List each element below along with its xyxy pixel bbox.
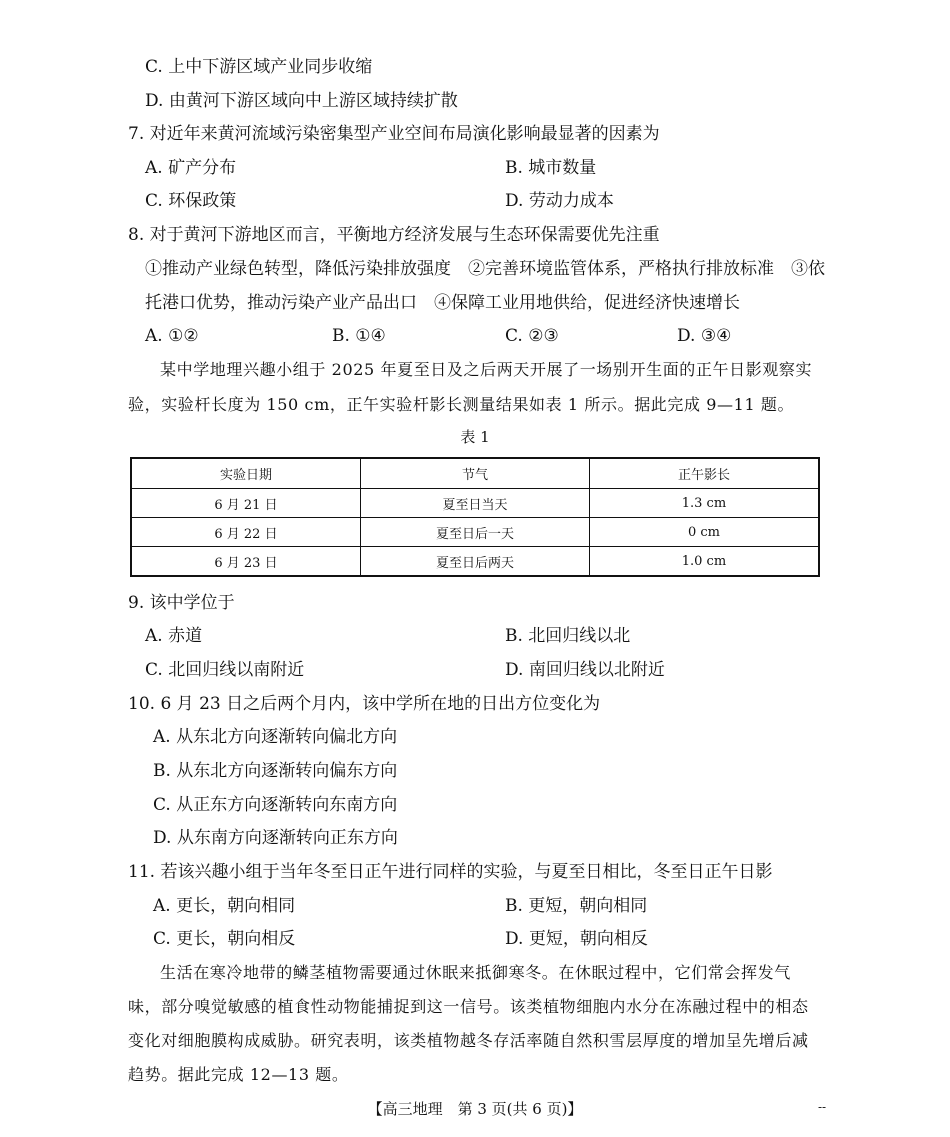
table-row (131, 518, 819, 547)
table-cell: 夏至日当天 (360, 489, 589, 518)
q11-option-c: C. 更长，朝向相反 (153, 929, 296, 949)
passage1-line1: 某中学地理兴趣小组于 2025 年夏至日及之后两天开展了一场别开生面的正午日影观察实 (160, 360, 813, 379)
passage2-line4: 趋势。据此完成 12—13 题。 (128, 1065, 349, 1084)
q7-stem: 7. 对近年来黄河流域污染密集型产业空间布局演化影响最显著的因素为 (128, 124, 660, 144)
q9-stem: 9. 该中学位于 (128, 593, 235, 613)
table-cell: 0 cm (589, 518, 819, 547)
passage1-line2: 验，实验杆长度为 150 cm，正午实验杆影长测量结果如表 1 所示。据此完成 9—11 题。 (128, 395, 795, 414)
table-cell: 夏至日后一天 (360, 518, 589, 547)
q7-option-a: A. 矿产分布 (145, 158, 237, 178)
q7-option-b: B. 城市数量 (505, 158, 597, 178)
q9-option-d: D. 南回归线以北附近 (505, 660, 665, 680)
passage2-line3: 变化对细胞膜构成威胁。研究表明，该类植物越冬存活率随自然积雪层厚度的增加呈先增后减 (128, 1031, 809, 1050)
table-header-date: 实验日期 (131, 458, 360, 489)
q8-option-c: C. ②③ (505, 326, 559, 346)
q9-option-c: C. 北回归线以南附近 (145, 660, 305, 680)
passage2-line1: 生活在寒冷地带的鳞茎植物需要通过休眠来抵御寒冬。在休眠过程中，它们常会挥发气 (160, 963, 791, 982)
table-row (131, 547, 819, 577)
q6-option-d: D. 由黄河下游区域向中上游区域持续扩散 (145, 91, 458, 111)
q7-option-d: D. 劳动力成本 (505, 191, 614, 211)
q9-option-b: B. 北回归线以北 (505, 626, 631, 646)
table-cell: 6 月 23 日 (131, 547, 360, 577)
q11-stem: 11. 若该兴趣小组于当年冬至日正午进行同样的实验，与夏至日相比，冬至日正午日影 (128, 862, 773, 882)
table-header-row (131, 458, 819, 489)
page-footer: 【高三地理 第 3 页(共 6 页)】 (367, 1100, 583, 1118)
q10-option-b: B. 从东北方向逐渐转向偏东方向 (153, 761, 398, 781)
q8-stem: 8. 对于黄河下游地区而言，平衡地方经济发展与生态环保需要优先注重 (128, 225, 660, 245)
table1-caption: 表 1 (460, 428, 490, 446)
q11-option-b: B. 更短，朝向相同 (505, 896, 648, 916)
q8-choices-line2: 托港口优势，推动污染产业产品出口 ④保障工业用地供给，促进经济快速增长 (145, 293, 740, 313)
q8-option-a: A. ①② (145, 326, 199, 346)
q6-option-c: C. 上中下游区域产业同步收缩 (145, 57, 373, 77)
q9-option-a: A. 赤道 (145, 626, 203, 646)
q11-option-d: D. 更短，朝向相反 (505, 929, 648, 949)
q8-option-d: D. ③④ (677, 326, 732, 346)
q8-choices-line1: ①推动产业绿色转型，降低污染排放强度 ②完善环境监管体系，严格执行排放标准 ③依 (145, 259, 825, 279)
table-cell: 1.0 cm (589, 547, 819, 577)
table-header-solar-term: 节气 (360, 458, 589, 489)
corner-mark: -- (818, 1100, 827, 1114)
q10-option-d: D. 从东南方向逐渐转向正东方向 (153, 828, 398, 848)
table-cell: 1.3 cm (589, 489, 819, 518)
q11-option-a: A. 更长，朝向相同 (153, 896, 296, 916)
table-header-shadow-length: 正午影长 (589, 458, 819, 489)
table-cell: 6 月 21 日 (131, 489, 360, 518)
table-cell: 6 月 22 日 (131, 518, 360, 547)
q10-stem: 10. 6 月 23 日之后两个月内，该中学所在地的日出方位变化为 (128, 694, 601, 714)
table1 (130, 457, 820, 577)
q10-option-c: C. 从正东方向逐渐转向东南方向 (153, 795, 398, 815)
q8-option-b: B. ①④ (332, 326, 386, 346)
table-row (131, 489, 819, 518)
passage2-line2: 味，部分嗅觉敏感的植食性动物能捕捉到这一信号。该类植物细胞内水分在冻融过程中的相态 (128, 997, 809, 1016)
table-cell: 夏至日后两天 (360, 547, 589, 577)
q10-option-a: A. 从东北方向逐渐转向偏北方向 (153, 727, 398, 747)
q7-option-c: C. 环保政策 (145, 191, 237, 211)
